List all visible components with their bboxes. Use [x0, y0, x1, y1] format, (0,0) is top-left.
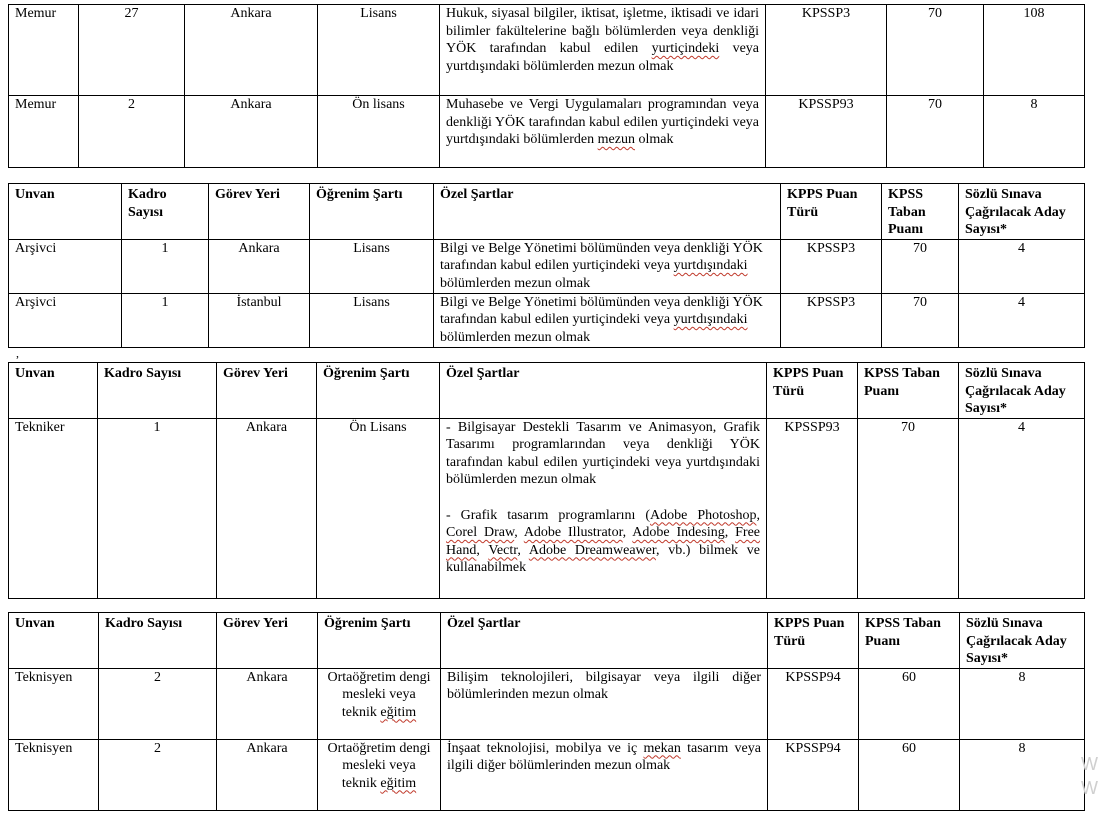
gorev-cell: Ankara — [217, 668, 318, 739]
table-row — [9, 739, 1085, 810]
aday-cell: 8 — [984, 96, 1085, 168]
gorev-cell: Ankara — [217, 739, 318, 810]
gorev-cell: Ankara — [185, 96, 318, 168]
table-row — [9, 418, 1085, 598]
header-unvan: Unvan — [9, 184, 122, 240]
header-taban: KPSS Taban Puanı — [882, 184, 959, 240]
ogrenim-cell: Lisans — [310, 293, 434, 347]
gorev-cell: Ankara — [209, 239, 310, 293]
spell-word: yurtdışındaki — [673, 258, 748, 273]
header-taban: KPSS Taban Puanı — [858, 363, 959, 419]
ogrenim-cell: Lisans — [318, 5, 440, 96]
aday-cell: 8 — [960, 668, 1085, 739]
ozel-text: tasarım veya ilgili diğer bölümlerinden mezun olmak — [447, 740, 761, 773]
header-ozel: Özel Şartlar — [441, 613, 768, 669]
ogrenim-cell: Ön lisans — [318, 96, 440, 168]
unvan-cell: Memur — [9, 5, 79, 96]
taban-cell: 60 — [859, 739, 960, 810]
gorev-cell: Ankara — [185, 5, 318, 96]
spell-word: eğitim — [380, 704, 417, 720]
ozel-text: Bilgi ve Belge Yönetimi bölümünden veya denkliği YÖK tarafından kabul edilen yurtiçindeki veya — [440, 240, 763, 273]
ozel-text: Hukuk, siyasal bilgiler, iktisat, işletme, iktisadi ve idari bilimler fakültelerine bağlı bölümlerden veya denkliği YÖK tarafından kabul edilen — [446, 6, 759, 56]
ozel-text: , — [514, 525, 524, 540]
taban-cell: 70 — [887, 96, 984, 168]
spell-word: Vectr — [488, 542, 518, 558]
ozel-cell — [441, 739, 768, 810]
kadro-cell: 2 — [99, 739, 217, 810]
header-kadro: Kadro Sayısı — [98, 363, 217, 419]
header-taban: KPSS Taban Puanı — [859, 613, 960, 669]
aday-cell: 4 — [959, 293, 1085, 347]
header-unvan: Unvan — [9, 363, 98, 419]
kadro-cell: 2 — [79, 96, 185, 168]
header-puan-turu: KPPS Puan Türü — [767, 363, 858, 419]
ozel-paragraph-2 — [446, 507, 760, 577]
taban-cell: 70 — [882, 239, 959, 293]
spell-word: yurtdışındaki — [673, 312, 748, 327]
ogrenim-cell — [318, 739, 441, 810]
header-aday: Sözlü Sınava Çağrılacak Aday Sayısı* — [959, 363, 1085, 419]
header-gorev: Görev Yeri — [217, 613, 318, 669]
ozel-text: Bilgi ve Belge Yönetimi bölümünden veya denkliği YÖK tarafından kabul edilen yurtiçindeki veya — [440, 294, 763, 327]
ozel-text: bölümlerden mezun olmak — [440, 329, 591, 345]
unvan-cell: Tekniker — [9, 418, 98, 598]
ogrenim-text: Ortaöğretim dengi mesleki veya teknik — [327, 669, 431, 720]
spell-word: mezun — [597, 132, 635, 147]
table-memur — [8, 4, 1085, 168]
table-row — [9, 96, 1085, 168]
paragraph-gap — [446, 489, 760, 507]
kadro-cell: 1 — [122, 293, 209, 347]
spell-word: Corel Draw — [446, 525, 515, 540]
puan-turu-cell: KPSSP3 — [781, 239, 882, 293]
ozel-text: , — [756, 507, 760, 523]
spell-word: Free Hand — [446, 525, 761, 558]
spell-word: Adobe Illustrator — [523, 525, 623, 540]
taban-cell: 70 — [882, 293, 959, 347]
ozel-text: - Grafik tasarım programlarını ( — [446, 507, 651, 523]
puan-turu-cell: KPSSP94 — [768, 739, 859, 810]
gorev-cell: İstanbul — [209, 293, 310, 347]
puan-turu-cell: KPSSP93 — [766, 96, 887, 168]
spell-word: eğitim — [380, 775, 417, 791]
table-row — [9, 5, 1085, 96]
table-teknisyen — [8, 612, 1085, 811]
header-gorev: Görev Yeri — [209, 184, 310, 240]
ogrenim-cell: Lisans — [310, 239, 434, 293]
header-puan-turu: KPPS Puan Türü — [781, 184, 882, 240]
kadro-cell: 2 — [99, 668, 217, 739]
table-row — [9, 293, 1085, 347]
header-row — [9, 363, 1085, 419]
table-arsivci — [8, 183, 1085, 348]
header-row — [9, 613, 1085, 669]
aday-cell: 8 — [960, 739, 1085, 810]
header-aday: Sözlü Sınava Çağrılacak Aday Sayısı* — [959, 184, 1085, 240]
ozel-cell — [440, 418, 767, 598]
watermark-line: W — [1081, 778, 1098, 798]
puan-turu-cell: KPSSP94 — [768, 668, 859, 739]
header-row — [9, 184, 1085, 240]
puan-turu-cell: KPSSP3 — [781, 293, 882, 347]
ozel-text: , — [517, 542, 529, 558]
ozel-text: bölümlerden mezun olmak — [440, 275, 591, 291]
separator-comma: , — [16, 346, 19, 360]
ozel-text: Bilişim teknolojileri, bilgisayar veya ilgili diğer bölümlerinden mezun olmak — [447, 669, 761, 702]
kadro-cell: 1 — [122, 239, 209, 293]
taban-cell: 70 — [858, 418, 959, 598]
ozel-cell — [434, 293, 781, 347]
ogrenim-text: Ortaöğretim dengi mesleki veya teknik — [327, 740, 431, 791]
table-row — [9, 239, 1085, 293]
watermark-line: W — [1081, 754, 1098, 774]
taban-cell: 70 — [887, 5, 984, 96]
unvan-cell: Teknisyen — [9, 739, 99, 810]
ozel-text: olmak — [634, 132, 674, 147]
puan-turu-cell: KPSSP93 — [767, 418, 858, 598]
header-ogrenim: Öğrenim Şartı — [317, 363, 440, 419]
ozel-cell — [434, 239, 781, 293]
watermark — [1081, 752, 1098, 800]
ozel-text: , — [622, 525, 633, 540]
header-ogrenim: Öğrenim Şartı — [318, 613, 441, 669]
ozel-text: , — [476, 542, 489, 558]
unvan-cell: Arşivci — [9, 293, 122, 347]
header-kadro: Kadro Sayısı — [99, 613, 217, 669]
header-aday: Sözlü Sınava Çağrılacak Aday Sayısı* — [960, 613, 1085, 669]
spell-word: mekan — [643, 740, 681, 756]
header-gorev: Görev Yeri — [217, 363, 317, 419]
ozel-text: Muhasebe ve Vergi Uygulamaları programından veya denkliği YÖK tarafından kabul edilen yurtiçindeki veya yurtdışındaki bölümlerden — [446, 97, 759, 147]
ozel-cell — [440, 96, 766, 168]
ozel-text: veya yurtdışındaki bölümlerden mezun olmak — [446, 41, 759, 74]
unvan-cell: Teknisyen — [9, 668, 99, 739]
ozel-cell — [441, 668, 768, 739]
header-unvan: Unvan — [9, 613, 99, 669]
spell-word: Adobe Photoshop — [650, 507, 757, 523]
ozel-text: , vb.) bilmek ve kullanabilmek — [446, 542, 761, 575]
ozel-paragraph-1: - Bilgisayar Destekli Tasarım ve Animasyon, Grafik Tasarımı programlarından veya denkliği YÖK tarafından kabul edilen yurtiçindeki veya yurtdışındaki bölümlerden mezun olmak — [446, 419, 760, 487]
unvan-cell: Arşivci — [9, 239, 122, 293]
table-tekniker — [8, 362, 1085, 599]
header-ogrenim: Öğrenim Şartı — [310, 184, 434, 240]
ogrenim-cell — [318, 668, 441, 739]
ozel-text: İnşaat teknolojisi, mobilya ve iç — [447, 740, 644, 756]
header-ozel: Özel Şartlar — [440, 363, 767, 419]
table-row — [9, 668, 1085, 739]
kadro-cell: 1 — [98, 418, 217, 598]
spell-word: Adobe Indesing — [632, 525, 725, 540]
ozel-cell — [440, 5, 766, 96]
spell-word: yurtiçindeki — [651, 41, 720, 56]
gorev-cell: Ankara — [217, 418, 317, 598]
header-ozel: Özel Şartlar — [434, 184, 781, 240]
spell-word: Adobe Dreamweawer — [528, 542, 656, 558]
header-puan-turu: KPPS Puan Türü — [768, 613, 859, 669]
aday-cell: 4 — [959, 239, 1085, 293]
aday-cell: 4 — [959, 418, 1085, 598]
kadro-cell: 27 — [79, 5, 185, 96]
ogrenim-cell: Ön Lisans — [317, 418, 440, 598]
unvan-cell: Memur — [9, 96, 79, 168]
taban-cell: 60 — [859, 668, 960, 739]
aday-cell: 108 — [984, 5, 1085, 96]
header-kadro: Kadro Sayısı — [122, 184, 209, 240]
ozel-text: , — [724, 525, 736, 540]
puan-turu-cell: KPSSP3 — [766, 5, 887, 96]
